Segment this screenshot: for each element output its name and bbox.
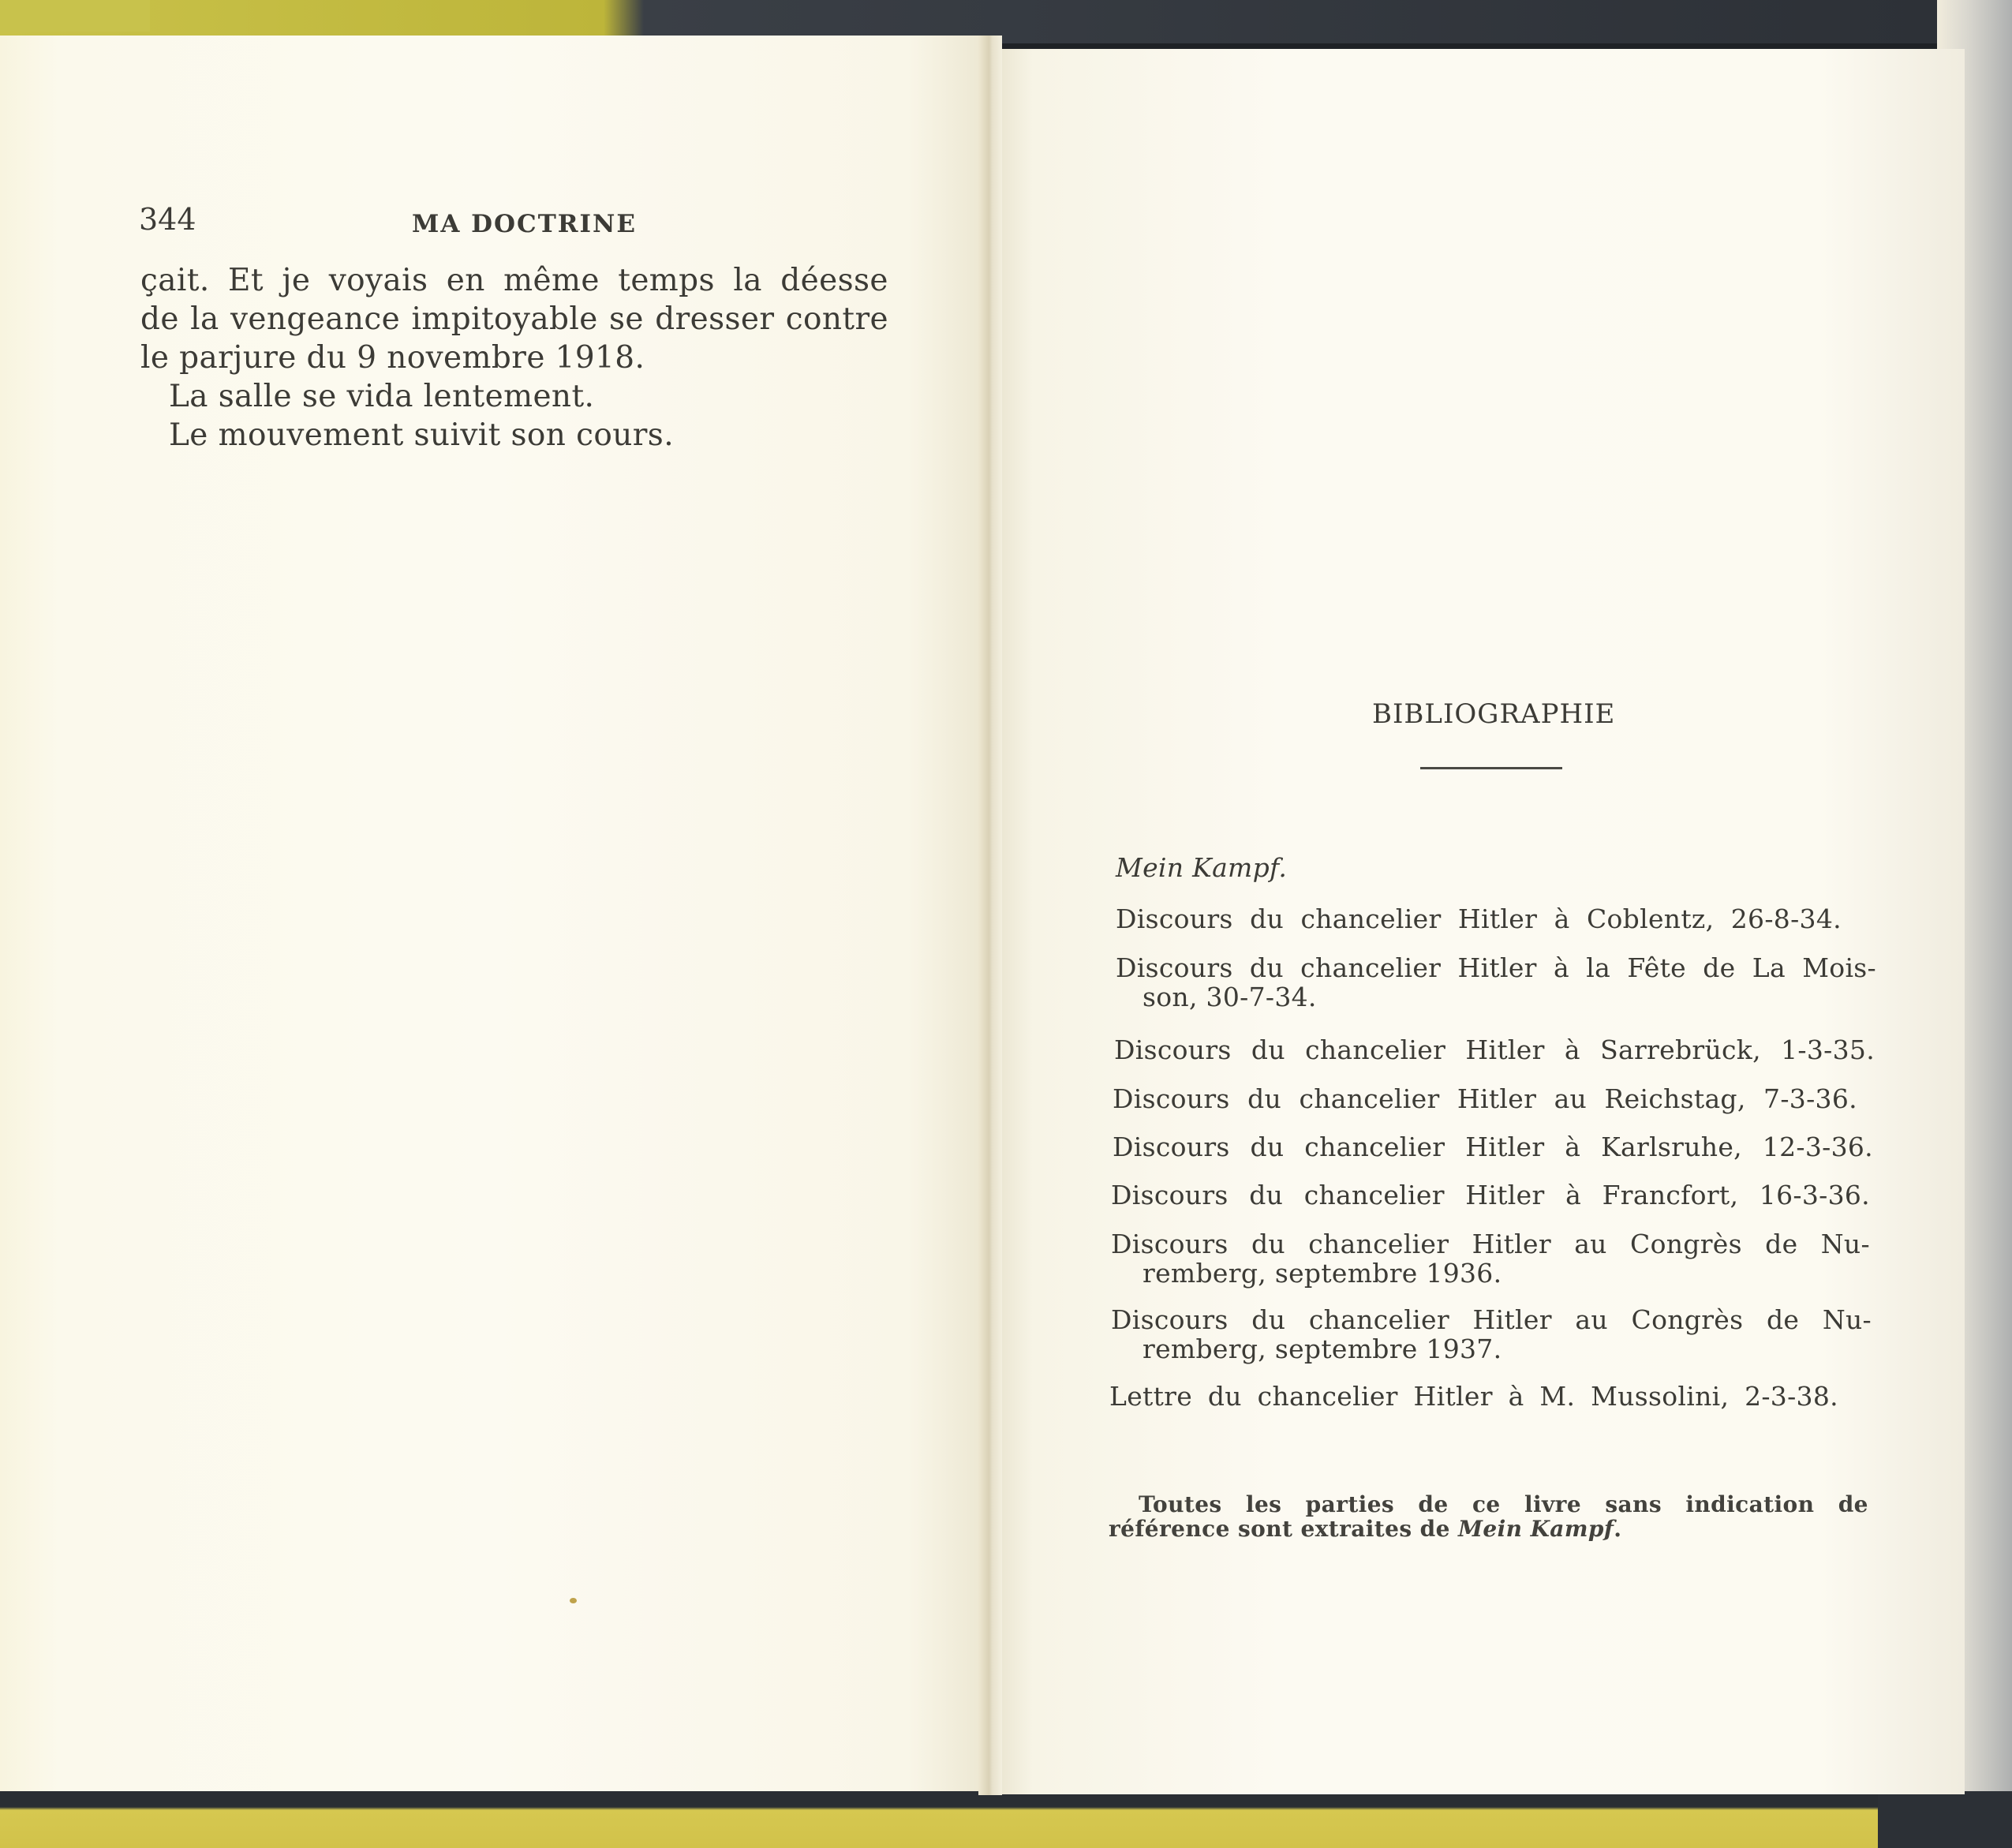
word: chancelier xyxy=(1299,1083,1440,1114)
book-gutter xyxy=(978,36,1002,1795)
word: ce xyxy=(1472,1491,1501,1517)
word: les xyxy=(1245,1491,1282,1517)
word: 1-3-35. xyxy=(1781,1034,1875,1065)
left-page xyxy=(0,36,986,1791)
bib-entry xyxy=(1114,1034,1875,1065)
word: livre xyxy=(1524,1491,1582,1517)
word: au xyxy=(1554,1083,1588,1114)
note-line xyxy=(1139,1491,1868,1517)
word: chancelier xyxy=(1257,1381,1398,1412)
word: Coblentz, xyxy=(1586,903,1715,934)
word: Discours xyxy=(1114,1034,1232,1065)
word: vengeance xyxy=(230,301,401,337)
word: à xyxy=(1554,903,1570,934)
word: du xyxy=(1250,1132,1285,1162)
word: dresser xyxy=(655,301,775,337)
word: Hitler xyxy=(1472,1229,1551,1259)
scanner-background-yellow xyxy=(0,0,150,32)
word: chancelier xyxy=(1304,1132,1445,1162)
word: Et xyxy=(228,263,264,298)
word: du xyxy=(1249,952,1284,983)
word: chancelier xyxy=(1308,1229,1449,1259)
word: Hitler xyxy=(1465,1180,1545,1210)
word: indication xyxy=(1685,1491,1815,1517)
word: Hitler xyxy=(1472,1304,1552,1335)
word: Hitler xyxy=(1465,1034,1545,1065)
word: la xyxy=(733,263,762,298)
word: la xyxy=(190,301,219,337)
word: Francfort, xyxy=(1602,1180,1739,1210)
word: du xyxy=(1207,1381,1242,1412)
word: M. xyxy=(1539,1381,1576,1412)
scanner-background-bottom xyxy=(0,1791,2012,1848)
bib-entry-continuation: remberg, septembre 1936. xyxy=(1143,1258,1502,1289)
word: du xyxy=(1250,903,1285,934)
word: de xyxy=(1418,1491,1449,1517)
body-line xyxy=(140,301,888,337)
word: en xyxy=(446,263,485,298)
word: Hitler xyxy=(1457,952,1537,983)
word: du xyxy=(1249,1180,1284,1210)
word: au xyxy=(1575,1304,1608,1335)
word: du xyxy=(1247,1083,1282,1114)
word: à xyxy=(1554,952,1569,983)
word: chancelier xyxy=(1305,1034,1446,1065)
word: de xyxy=(1766,1304,1800,1335)
scanner-background-corner xyxy=(1878,1791,2012,1848)
word: de xyxy=(1765,1229,1798,1259)
word: 16-3-36. xyxy=(1759,1180,1870,1210)
word: Discours xyxy=(1113,1083,1230,1114)
body-line: le parjure du 9 novembre 1918. xyxy=(140,340,645,376)
bib-entry-continuation: son, 30-7-34. xyxy=(1143,982,1317,1012)
body-line: Le mouvement suivit son cours. xyxy=(169,417,674,453)
word: parties xyxy=(1305,1491,1395,1517)
word: à xyxy=(1565,1180,1582,1210)
word: Sarrebrück, xyxy=(1600,1034,1761,1065)
word: Nu- xyxy=(1822,1304,1872,1335)
word: Hitler xyxy=(1465,1132,1545,1162)
word: Discours xyxy=(1111,1229,1229,1259)
word: 7-3-36. xyxy=(1763,1083,1857,1114)
note-text: référence sont extraites de xyxy=(1109,1516,1459,1542)
word: Hitler xyxy=(1457,1083,1537,1114)
word: au xyxy=(1574,1229,1607,1259)
word: Fête xyxy=(1627,952,1686,983)
word: du xyxy=(1251,1034,1285,1065)
word: voyais xyxy=(328,263,428,298)
word: de xyxy=(140,301,179,337)
word: de xyxy=(1703,952,1736,983)
word: Nu- xyxy=(1820,1229,1870,1259)
word: çait. xyxy=(140,263,210,298)
bib-entry xyxy=(1113,1132,1873,1162)
word: Discours xyxy=(1111,1304,1229,1335)
bib-entry: Mein Kampf. xyxy=(1116,852,1288,883)
word: du xyxy=(1251,1304,1286,1335)
word: Reichstag, xyxy=(1604,1083,1746,1114)
word: Discours xyxy=(1111,1180,1229,1210)
bibliography-heading: BIBLIOGRAPHIE xyxy=(1372,698,1616,730)
bib-entry xyxy=(1109,1381,1838,1412)
word: même xyxy=(503,263,600,298)
word: à xyxy=(1508,1381,1524,1412)
word: Mois- xyxy=(1802,952,1876,983)
word: à xyxy=(1564,1034,1580,1065)
word: chancelier xyxy=(1303,1180,1445,1210)
word: Congrès xyxy=(1630,1229,1742,1259)
word: se xyxy=(609,301,644,337)
word: Mussolini, xyxy=(1591,1381,1730,1412)
word: de xyxy=(1838,1491,1868,1517)
word: La xyxy=(1752,952,1786,983)
word: du xyxy=(1251,1229,1285,1259)
word: impitoyable xyxy=(411,301,598,337)
word: contre xyxy=(785,301,888,337)
bib-entry xyxy=(1111,1304,1872,1335)
running-title: MA DOCTRINE xyxy=(412,210,638,238)
bib-entry xyxy=(1116,952,1876,983)
word: Discours xyxy=(1116,903,1233,934)
word: Hitler xyxy=(1413,1381,1493,1412)
word: Discours xyxy=(1116,952,1233,983)
word: déesse xyxy=(780,263,888,298)
bib-entry xyxy=(1111,1180,1870,1210)
word: à xyxy=(1565,1132,1581,1162)
word: sans xyxy=(1605,1491,1662,1517)
word: Hitler xyxy=(1457,903,1538,934)
heading-rule xyxy=(1420,767,1562,769)
note-line xyxy=(1109,1516,1621,1542)
page-number: 344 xyxy=(139,202,196,237)
word: 12-3-36. xyxy=(1762,1132,1873,1162)
word: je xyxy=(282,263,311,298)
word: Discours xyxy=(1113,1132,1230,1162)
word: temps xyxy=(618,263,715,298)
word: Lettre xyxy=(1109,1381,1193,1412)
word: Karlsruhe, xyxy=(1601,1132,1742,1162)
note-punctuation: . xyxy=(1614,1516,1622,1542)
word: 26-8-34. xyxy=(1730,903,1842,934)
word: la xyxy=(1586,952,1611,983)
body-line: La salle se vida lentement. xyxy=(169,379,595,414)
bib-entry xyxy=(1116,903,1842,934)
bib-entry-continuation: remberg, septembre 1937. xyxy=(1143,1334,1502,1364)
word: Congrès xyxy=(1631,1304,1744,1335)
body-line xyxy=(140,263,888,298)
note-book-title: Mein Kampf xyxy=(1458,1516,1614,1542)
bib-entry xyxy=(1111,1229,1870,1259)
word: chancelier xyxy=(1300,903,1442,934)
word: chancelier xyxy=(1308,1304,1449,1335)
word: chancelier xyxy=(1300,952,1442,983)
paper-spot xyxy=(570,1598,577,1603)
word: 2-3-38. xyxy=(1745,1381,1838,1412)
bib-entry xyxy=(1113,1083,1857,1114)
word: Toutes xyxy=(1139,1491,1222,1517)
